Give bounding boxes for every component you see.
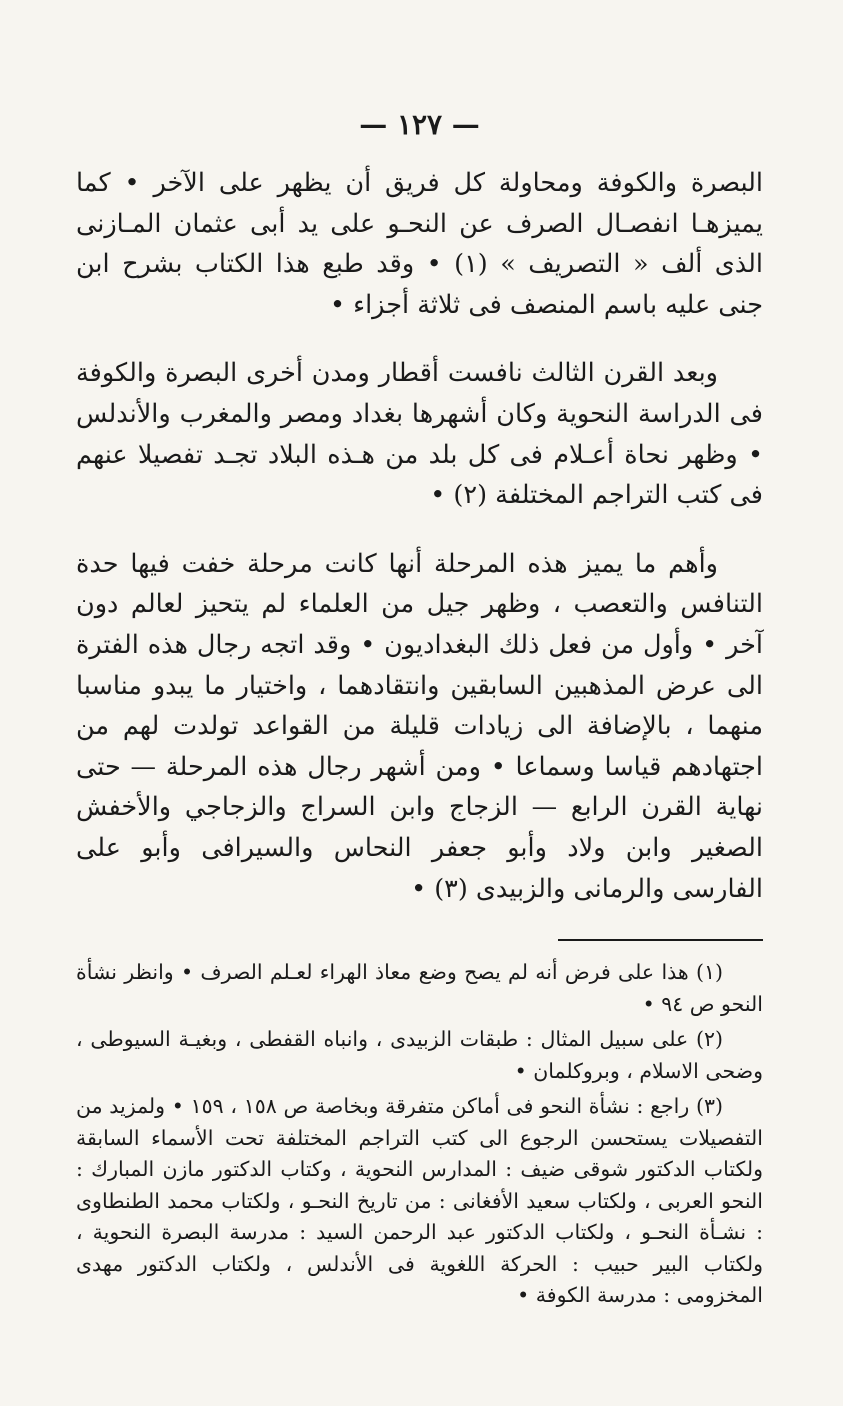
paragraph-2: وبعد القرن الثالث نافست أقطار ومدن أخرى البصرة والكوفة فى الدراسة النحوية وكان أشهرها بغداد ومصر والمغرب والأندلس • وظهر نحاة أعـلام فى كل بلد من هـذه البلاد تجـد تفصيلا عنهم فى كتب التراجم المختلفة (٢) • <box>76 358 763 511</box>
footnote-1: (١) هذا على فرض أنه لم يصح وضع معاذ الهراء لعـلم الصرف • وانظر نشأة النحو ص ٩٤ • <box>76 960 763 1016</box>
footnote-2: (٢) على سبيل المثال : طبقات الزبيدى ، وانباه القفطى ، وبغيـة السيوطى ، وضحى الاسلام ، وبروكلمان • <box>76 1027 763 1083</box>
paragraph-3: وأهم ما يميز هذه المرحلة أنها كانت مرحلة خفت فيها حدة التنافس والتعصب ، وظهر جيل من العلماء لم يتحيز لعالم دون آخر • وأول من فعل ذلك البغداديون • وقد اتجه رجال هذه الفترة الى عرض المذهبين السابقين وانتقادهما ، واختيار ما يبدو مناسبا منهما ، بالإضافة الى زيادات قليلة من القواعد تولدت لهم من اجتهادهم قياسا وسماعا • ومن أشهر رجال هذه المرحلة — حتى نهاية القرن الرابع — الزجاج وابن السراج والزجاجي والأخفش الصغير وابن ولاد وأبو جعفر النحاس والسيرافى وأبو على الفارسى والرمانى والزبيدى (٣) • <box>76 548 763 904</box>
page-number: — ١٢٧ — <box>359 108 480 141</box>
footnote-divider <box>558 939 763 941</box>
footnotes <box>76 957 763 1312</box>
footnote-3: (٣) راجع : نشأة النحو فى أماكن متفرقة وبخاصة ص ١٥٨ ، ١٥٩ • ولمزيد من التفصيلات يستحسن الرجوع الى كتب التراجم المختلفة تحت الأسماء السابقة ولكتاب الدكتور شوقى ضيف : المدارس النحوية ، وكتاب الدكتور مازن المبارك : النحو العربى ، ولكتاب سعيد الأفغانى : من تاريخ النحـو ، ولكتاب محمد الطنطاوى : نشـأة النحـو ، ولكتاب الدكتور عبد الرحمن السيد : مدرسة البصرة النحوية ، ولكتاب البير حبيب : الحركة اللغوية فى الأندلس ، ولكتاب الدكتور مهدى المخزومى : مدرسة الكوفة • <box>76 1094 763 1308</box>
paragraph-1: البصرة والكوفة ومحاولة كل فريق أن يظهر على الآخر • كما يميزهـا انفصـال الصرف عن النحـو على يد أبى عثمان المـازنى الذى ألف « التصريف » (١) • وقد طبع هذا الكتاب بشرح ابن جنى عليه باسم المنصف فى ثلاثة أجزاء • <box>76 168 763 320</box>
footnote-divider-row <box>76 939 763 941</box>
